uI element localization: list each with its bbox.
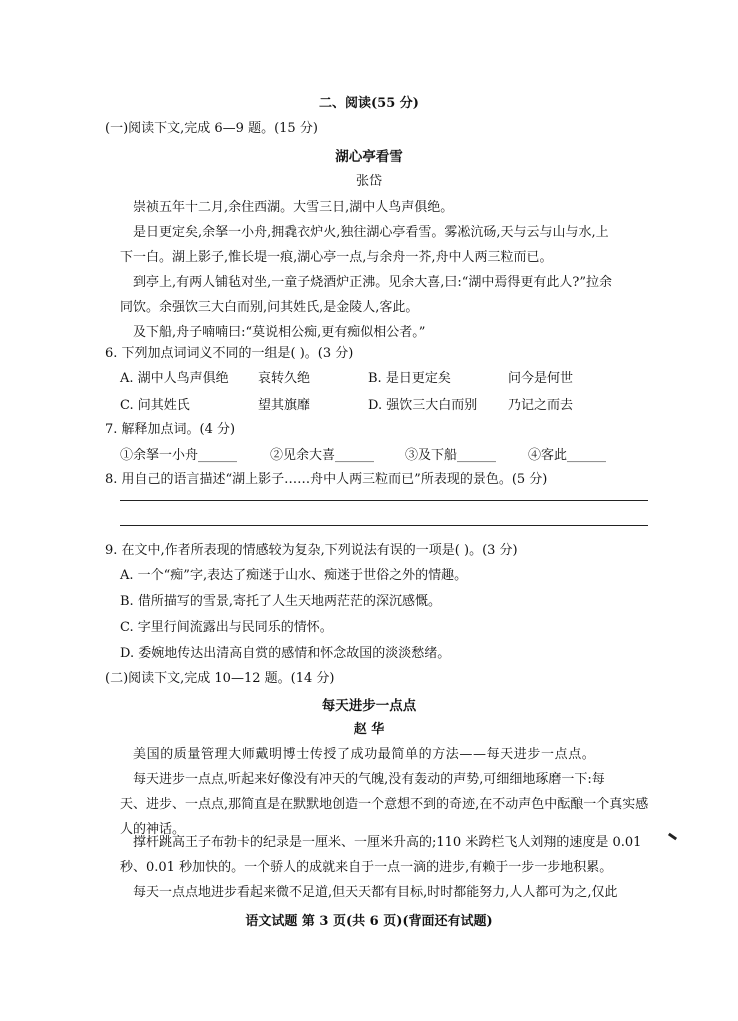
passage2-line: 人的神话。 <box>120 822 186 837</box>
q9-option-c: C. 字里行间流露出与民同乐的情怀。 <box>120 620 333 635</box>
passage1-author: 张岱 <box>355 174 382 189</box>
answer-line[interactable] <box>120 525 648 526</box>
q6-option-c-right: 望其旗靡 <box>258 398 311 413</box>
passage2-author: 赵 华 <box>353 722 385 737</box>
passage2-line: 每天一点点地进步看起来微不足道,但天天都有目标,时时都能努力,人人都可为之,仅此 <box>133 885 618 900</box>
q9-option-a: A. 一个“痴”字,表达了痴迷于山水、痴迷于世俗之外的情趣。 <box>120 568 468 583</box>
answer-line[interactable] <box>120 500 648 501</box>
passage2-line: 每天进步一点点,听起来好像没有冲天的气魄,没有轰动的声势,可细细地琢磨一下:每 <box>133 772 605 787</box>
q6-option-a-right: 哀转久绝 <box>258 371 311 386</box>
q6-option-b-right: 问今是何世 <box>508 371 574 386</box>
q7-item-3: ③及下船______ <box>405 448 497 463</box>
passage2-line: 美国的质量管理大师戴明博士传授了成功最简单的方法——每天进步一点点。 <box>133 747 596 762</box>
question-8-stem: 8. 用自己的语言描述“湖上影子……舟中人两三粒而已”所表现的景色。(5 分) <box>105 472 548 487</box>
q6-option-d-left: D. 强饮三大白而别 <box>368 398 478 413</box>
passage2-line: 秒、0.01 秒加快的。一个骄人的成就来自于一点一滴的进步,有赖于一步一步地积累。 <box>120 860 613 875</box>
q6-option-c-left: C. 问其姓氏 <box>120 398 190 413</box>
question-7-stem: 7. 解释加点词。(4 分) <box>105 422 236 437</box>
q6-option-b-left: B. 是日更定矣 <box>368 371 451 386</box>
passage2-line: 天、进步、一点点,那简直是在默默地创造一个意想不到的奇迹,在不动声色中酝酿一个真实感 <box>120 797 649 812</box>
passage1-title: 湖心亭看雪 <box>335 149 403 165</box>
passage1-line: 到亭上,有两人铺毡对坐,一童子烧酒炉正沸。见余大喜,曰:“湖中焉得更有此人?”拉余 <box>133 275 613 290</box>
page-footer: 语文试题 第 3 页(共 6 页)(背面还有试题) <box>245 914 493 929</box>
q9-option-b: B. 借所描写的雪景,寄托了人生天地两茫茫的深沉感慨。 <box>120 594 441 609</box>
scan-mark <box>668 833 677 841</box>
passage2-title: 每天进步一点点 <box>321 698 417 714</box>
passage1-line: 是日更定矣,余拏一小舟,拥毳衣炉火,独往湖心亭看雪。雾凇沆砀,天与云与山与水,上 <box>133 225 609 240</box>
q9-option-d: D. 委婉地传达出清高自赏的感情和怀念故国的淡淡愁绪。 <box>120 646 451 661</box>
passage1-line: 及下船,舟子喃喃曰:“莫说相公痴,更有痴似相公者。” <box>133 325 426 340</box>
part2-instruction: (二)阅读下文,完成 10—12 题。(14 分) <box>105 671 335 686</box>
passage1-line: 同饮。余强饮三大白而别,问其姓氏,是金陵人,客此。 <box>120 300 419 315</box>
question-6-stem: 6. 下列加点词词义不同的一组是( )。(3 分) <box>105 346 354 361</box>
passage2-line: 撑杆跳高王子布勃卡的纪录是一厘米、一厘米升高的;110 米跨栏飞人刘翔的速度是 0.01 <box>133 835 642 850</box>
q6-option-d-right: 乃记之而去 <box>508 398 574 413</box>
question-9-stem: 9. 在文中,作者所表现的情感较为复杂,下列说法有误的一项是( )。(3 分) <box>105 543 518 558</box>
section-heading: 二、阅读(55 分) <box>319 96 419 111</box>
passage1-line: 下一白。湖上影子,惟长堤一痕,湖心亭一点,与余舟一芥,舟中人两三粒而已。 <box>120 250 553 265</box>
q7-item-1: ①余拏一小舟______ <box>120 448 238 463</box>
q6-option-a-left: A. 湖中人鸟声俱绝 <box>120 371 229 386</box>
passage1-line: 崇祯五年十二月,余住西湖。大雪三日,湖中人鸟声俱绝。 <box>133 200 454 215</box>
q7-item-4: ④客此______ <box>528 448 607 463</box>
part1-instruction: (一)阅读下文,完成 6—9 题。(15 分) <box>105 121 318 136</box>
q7-item-2: ②见余大喜______ <box>270 448 375 463</box>
